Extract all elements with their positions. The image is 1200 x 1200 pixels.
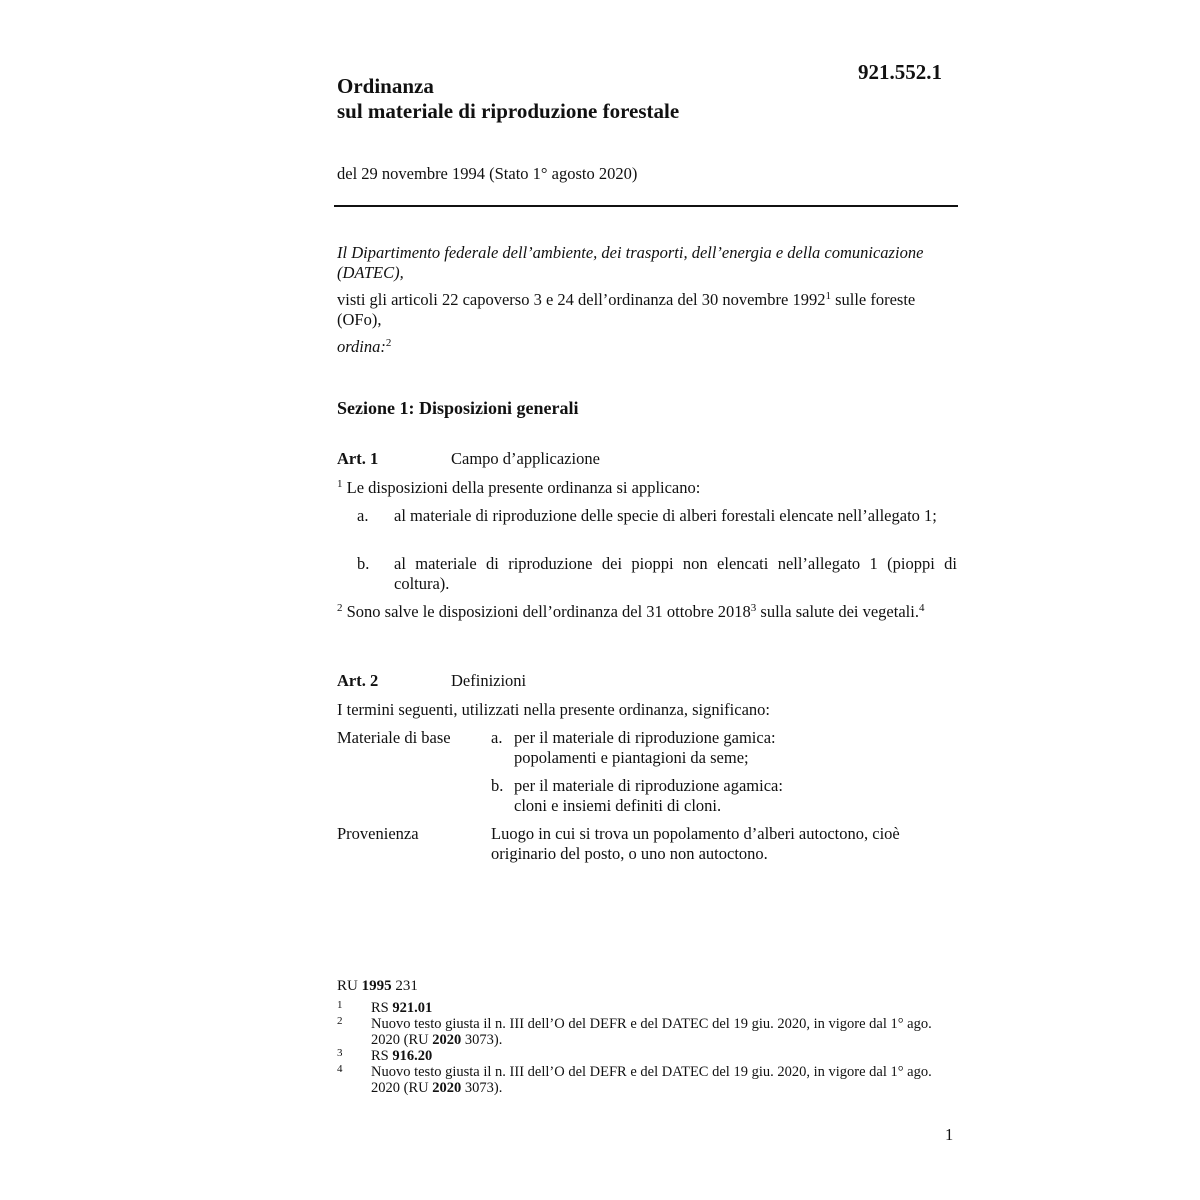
list-item-text: al materiale di riproduzione delle specie di alberi forestali elencate nell’allegato 1; xyxy=(394,506,937,525)
list-marker: a. xyxy=(491,728,503,747)
legal-basis-text-end: sulle foreste (OFo), xyxy=(337,290,916,329)
footnote xyxy=(337,1064,957,1096)
definition-item xyxy=(491,728,961,768)
paragraph-number: 2 xyxy=(337,602,343,614)
title-line-2: sul materiale di riproduzione forestale xyxy=(337,99,680,123)
list-item-text: al materiale di riproduzione dei pioppi non elencati nell’allegato 1 (pioppi di coltura). xyxy=(394,554,957,593)
footnote-ref-4[interactable]: 4 xyxy=(918,602,925,614)
preamble-decree xyxy=(337,337,956,357)
footnote xyxy=(337,1000,957,1016)
article-1-title: Campo d’applicazione xyxy=(451,449,600,468)
footnote-reference: 2020 xyxy=(432,1032,462,1048)
footnote-prefix: RS xyxy=(371,1048,393,1064)
footnote-body: Nuovo testo giusta il n. III dell’O del DEFR e del DATEC del 19 giu. 2020, in vigore dal 1° ago. 2020 (RU xyxy=(371,1064,932,1096)
footnote-prefix: RS xyxy=(371,1000,393,1016)
footnote xyxy=(337,1048,957,1064)
footnote-text xyxy=(371,1000,957,1016)
footnote-body: Nuovo testo giusta il n. III dell’O del DEFR e del DATEC del 19 giu. 2020, in vigore dal 1° ago. 2020 (RU xyxy=(371,1016,932,1048)
ru-prefix: RU xyxy=(337,978,362,994)
official-compilation-reference xyxy=(337,978,418,995)
article-1-number: Art. 1 xyxy=(337,449,379,468)
definition-text: Luogo in cui si trova un popolamento d’alberi autoctono, cioè originario del posto, o uno non autoctono. xyxy=(491,824,900,863)
footnote-reference[interactable]: 916.20 xyxy=(392,1048,433,1064)
list-marker: a. xyxy=(357,506,369,525)
definition-line: per il materiale di riproduzione agamica: xyxy=(514,776,783,795)
footnote-suffix: 3073). xyxy=(461,1032,503,1048)
list-item xyxy=(357,506,957,526)
footnote-text xyxy=(371,1016,957,1048)
decree-text: ordina: xyxy=(337,337,386,356)
definition-line: per il materiale di riproduzione gamica: xyxy=(514,728,776,747)
definition-text xyxy=(514,728,961,768)
list-item xyxy=(357,554,957,594)
footnote-number: 4 xyxy=(337,1063,343,1075)
article-2-heading xyxy=(337,671,526,691)
footnote-text xyxy=(371,1064,957,1096)
article-1-paragraph-1 xyxy=(337,478,956,498)
definition-line: popolamenti e piantagioni da seme; xyxy=(514,748,749,767)
ru-year: 1995 xyxy=(361,978,392,994)
footnote-suffix: 3073). xyxy=(461,1080,503,1096)
page-number: 1 xyxy=(945,1125,954,1144)
footnote-number: 2 xyxy=(337,1015,343,1027)
article-2-number: Art. 2 xyxy=(337,671,379,690)
title-line-1: Ordinanza xyxy=(337,74,434,98)
section-heading: Sezione 1: Disposizioni generali xyxy=(337,398,579,418)
footnote-text xyxy=(371,1048,957,1064)
article-1-paragraph-2 xyxy=(337,602,956,622)
list-marker: b. xyxy=(491,776,504,795)
article-1-heading xyxy=(337,449,600,469)
header-divider xyxy=(334,205,958,207)
term-label: Materiale di base xyxy=(337,728,451,747)
definition-text xyxy=(514,776,961,816)
definition-line: cloni e insiemi definiti di cloni. xyxy=(514,796,722,815)
footnote xyxy=(337,1016,957,1048)
paragraph-number: 1 xyxy=(337,478,343,490)
article-2-title: Definizioni xyxy=(451,671,527,690)
footnote-number: 3 xyxy=(337,1047,343,1059)
document-date: del 29 novembre 1994 (Stato 1° agosto 2020) xyxy=(337,164,638,183)
footnote-ref-3[interactable]: 3 xyxy=(750,602,757,614)
sr-number: 921.552.1 xyxy=(858,60,942,84)
footnote-ref-1[interactable]: 1 xyxy=(825,290,831,302)
document-title xyxy=(337,74,679,124)
preamble-legal-basis xyxy=(337,290,956,330)
footnote-ref-2[interactable]: 2 xyxy=(385,337,392,349)
footnote-reference[interactable]: 921.01 xyxy=(392,1000,433,1016)
paragraph-text: Sono salve le disposizioni dell’ordinanza del 31 ottobre 2018 xyxy=(342,602,751,621)
term-label: Provenienza xyxy=(337,824,419,843)
ru-page: 231 xyxy=(391,978,418,994)
list-marker: b. xyxy=(357,554,370,573)
footnote-number: 1 xyxy=(337,999,343,1011)
article-2-intro: I termini seguenti, utilizzati nella presente ordinanza, significano: xyxy=(337,700,770,719)
paragraph-text-end: sulla salute dei vegetali. xyxy=(756,602,919,621)
definition-item xyxy=(491,776,961,816)
preamble-authority: Il Dipartimento federale dell’ambiente, dei trasporti, dell’energia e della comunicazione (DATEC), xyxy=(337,243,924,282)
paragraph-text: Le disposizioni della presente ordinanza si applicano: xyxy=(342,478,701,497)
legal-basis-text: visti gli articoli 22 capoverso 3 e 24 dell’ordinanza del 30 novembre 1992 xyxy=(337,290,826,309)
footnote-reference: 2020 xyxy=(432,1080,462,1096)
